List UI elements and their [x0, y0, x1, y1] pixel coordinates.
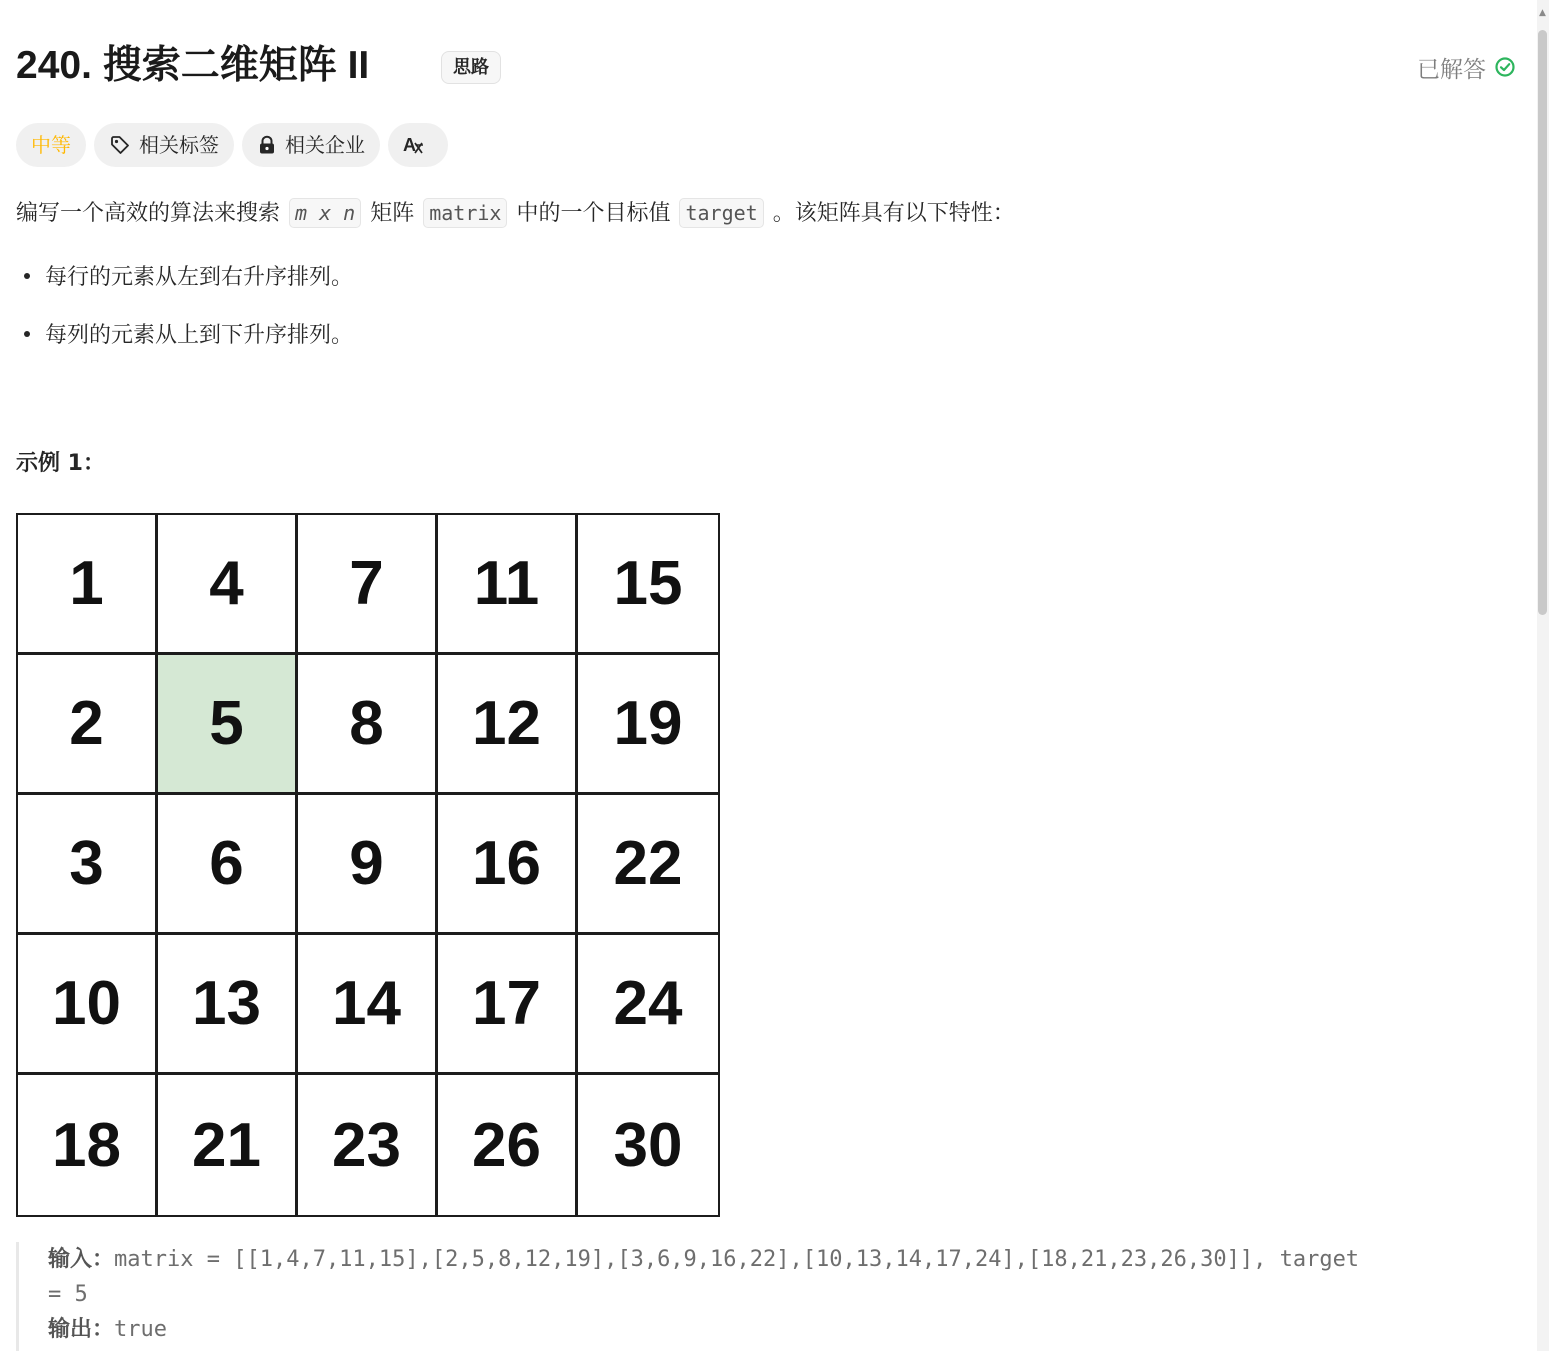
list-item-text: 每行的元素从左到右升序排列。: [45, 265, 354, 290]
translate-icon: [402, 134, 426, 156]
matrix-cell: 26: [438, 1075, 578, 1215]
matrix-cell: 2: [18, 655, 158, 795]
statement-text-2: 矩阵: [363, 201, 422, 226]
list-item-text: 每列的元素从上到下升序排列。: [45, 323, 354, 348]
matrix-cell: 8: [298, 655, 438, 795]
matrix-cell: 11: [438, 515, 578, 655]
matrix-cell: 17: [438, 935, 578, 1075]
bullet-dot: [24, 273, 30, 279]
matrix-cell: 4: [158, 515, 298, 655]
statement-text-4: 。该矩阵具有以下特性：: [765, 201, 1015, 226]
output-label: 输出：: [48, 1317, 115, 1342]
tag-bar: [16, 123, 448, 167]
scroll-up-arrow-icon[interactable]: ▲: [1539, 8, 1546, 18]
difficulty-badge: 中等: [16, 123, 86, 167]
matrix-cell: 5: [158, 655, 298, 795]
matrix-cell: 13: [158, 935, 298, 1075]
matrix-cell: 15: [578, 515, 718, 655]
matrix-cell: 18: [18, 1075, 158, 1215]
example-matrix-image: [16, 513, 720, 1217]
list-item: [16, 318, 353, 354]
vertical-scrollbar[interactable]: [1537, 0, 1549, 1351]
input-value: matrix = [[1,4,7,11,15],[2,5,8,12,19],[3,6,9,16,22],[10,13,14,17,24],[18,21,23,26,30]], target: [114, 1247, 1360, 1272]
bullet-dot: [24, 331, 30, 337]
problem-statement: [16, 195, 1516, 232]
matrix-cell: 30: [578, 1075, 718, 1215]
matrix-cell: 10: [18, 935, 158, 1075]
list-item: [16, 260, 353, 296]
matrix-cell: 16: [438, 795, 578, 935]
problem-title[interactable]: 240. 搜索二维矩阵 II: [16, 44, 370, 87]
statement-text-1: 编写一个高效的算法来搜索: [16, 201, 287, 226]
title-row: [16, 40, 1516, 96]
matrix-grid: [16, 513, 720, 1217]
matrix-cell: 6: [158, 795, 298, 935]
solved-status: [1417, 50, 1516, 84]
input-label: 输入：: [48, 1247, 115, 1272]
inline-code-matrix: matrix: [423, 198, 507, 228]
matrix-cell: 14: [298, 935, 438, 1075]
matrix-cell: 9: [298, 795, 438, 935]
example-output-line: [48, 1312, 1512, 1347]
inline-code-target: target: [679, 198, 763, 228]
svg-text:A: A: [403, 135, 416, 155]
statement-text-3: 中的一个目标值: [509, 201, 678, 226]
matrix-cell: 3: [18, 795, 158, 935]
example-heading: 示例 1：: [16, 451, 105, 476]
inline-code-mxn: m x n: [289, 198, 361, 228]
input-value-continued: = 5: [48, 1282, 88, 1307]
related-topics-label: 相关标签: [139, 133, 219, 157]
related-companies-button[interactable]: [242, 123, 380, 167]
output-value: true: [114, 1317, 167, 1342]
hint-button[interactable]: 思路: [441, 51, 501, 84]
matrix-cell: 21: [158, 1075, 298, 1215]
matrix-cell: 22: [578, 795, 718, 935]
example-io-block: [16, 1242, 1512, 1351]
matrix-cell: 24: [578, 935, 718, 1075]
example-input-line-continued: [48, 1277, 1512, 1312]
matrix-cell: 23: [298, 1075, 438, 1215]
matrix-cell: 1: [18, 515, 158, 655]
related-companies-label: 相关企业: [285, 133, 365, 157]
scrollbar-thumb[interactable]: [1538, 30, 1547, 615]
example-input-line: [48, 1242, 1512, 1277]
solved-label: 已解答: [1417, 56, 1486, 83]
related-topics-button[interactable]: [94, 123, 234, 167]
translate-button[interactable]: [388, 123, 448, 167]
lock-icon: [257, 134, 277, 156]
tag-icon: [109, 134, 131, 156]
matrix-cell: 19: [578, 655, 718, 795]
check-circle-icon: [1494, 56, 1516, 78]
matrix-cell: 12: [438, 655, 578, 795]
matrix-cell: 7: [298, 515, 438, 655]
